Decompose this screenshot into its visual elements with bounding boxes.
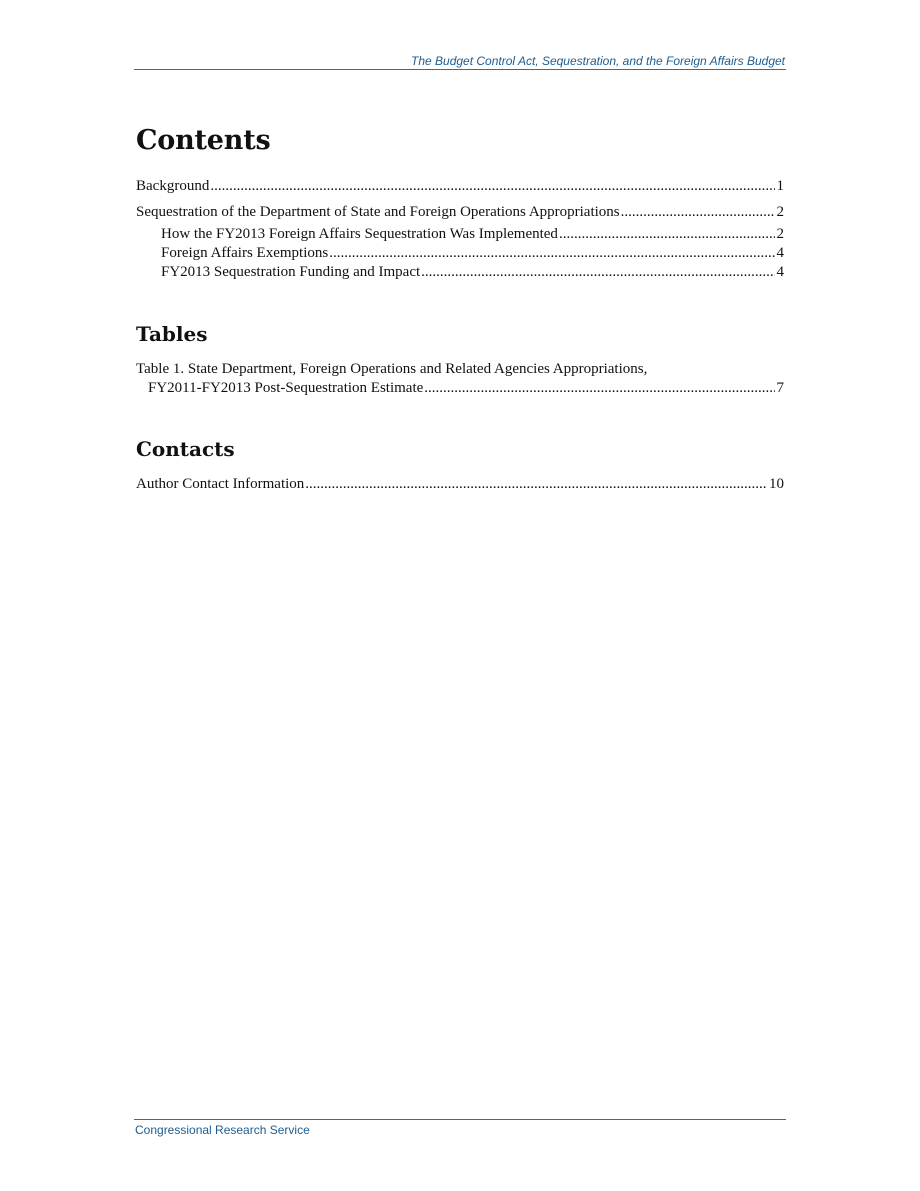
table-entry-title-line2: FY2011-FY2013 Post-Sequestration Estimate xyxy=(148,380,424,396)
dot-leader xyxy=(559,225,775,244)
contacts-list xyxy=(136,475,784,494)
toc-entry-sequestration[interactable] xyxy=(136,203,784,222)
toc-page-number: 2 xyxy=(776,204,784,220)
toc-entry-label: Foreign Affairs Exemptions xyxy=(161,245,329,261)
toc-entry-implementation[interactable] xyxy=(136,225,784,244)
running-footer xyxy=(134,1119,786,1137)
dot-leader xyxy=(210,177,774,196)
toc-page-number: 7 xyxy=(776,380,784,396)
toc-page-number: 4 xyxy=(776,264,784,280)
dot-leader xyxy=(621,203,775,222)
contacts-heading: Contacts xyxy=(136,437,235,461)
dot-leader xyxy=(305,475,767,494)
toc-entry-funding-impact[interactable] xyxy=(136,263,784,282)
toc-page-number: 1 xyxy=(776,178,784,194)
running-header-title: The Budget Control Act, Sequestration, and the Foreign Affairs Budget xyxy=(411,54,785,68)
toc-entry-exemptions[interactable] xyxy=(136,244,784,263)
table-entry-title-line1: Table 1. State Department, Foreign Operations and Related Agencies Appropriations, xyxy=(136,361,648,377)
toc-page-number: 2 xyxy=(776,226,784,242)
running-header xyxy=(134,53,786,70)
table-entry-title-line2-row xyxy=(136,379,784,398)
toc-entry-author-contact[interactable] xyxy=(136,475,784,494)
toc-entry-label: Background xyxy=(136,178,210,194)
dot-leader xyxy=(421,263,774,282)
toc-entry-label: Author Contact Information xyxy=(136,476,305,492)
toc-page-number: 10 xyxy=(769,476,784,492)
toc-entry-background[interactable] xyxy=(136,177,784,196)
footer-organization: Congressional Research Service xyxy=(135,1123,310,1137)
dot-leader xyxy=(424,379,774,398)
table-list-entry[interactable] xyxy=(136,360,784,398)
toc-entry-label: How the FY2013 Foreign Affairs Sequestration Was Implemented xyxy=(161,226,558,242)
toc-entry-label: Sequestration of the Department of State and Foreign Operations Appropriations xyxy=(136,204,620,220)
toc-page-number: 4 xyxy=(776,245,784,261)
toc-entry-label: FY2013 Sequestration Funding and Impact xyxy=(161,264,421,280)
tables-heading: Tables xyxy=(136,322,208,346)
dot-leader xyxy=(329,244,774,263)
table-of-contents-page xyxy=(136,124,784,494)
contents-heading: Contents xyxy=(136,125,271,156)
contents-list xyxy=(136,177,784,282)
